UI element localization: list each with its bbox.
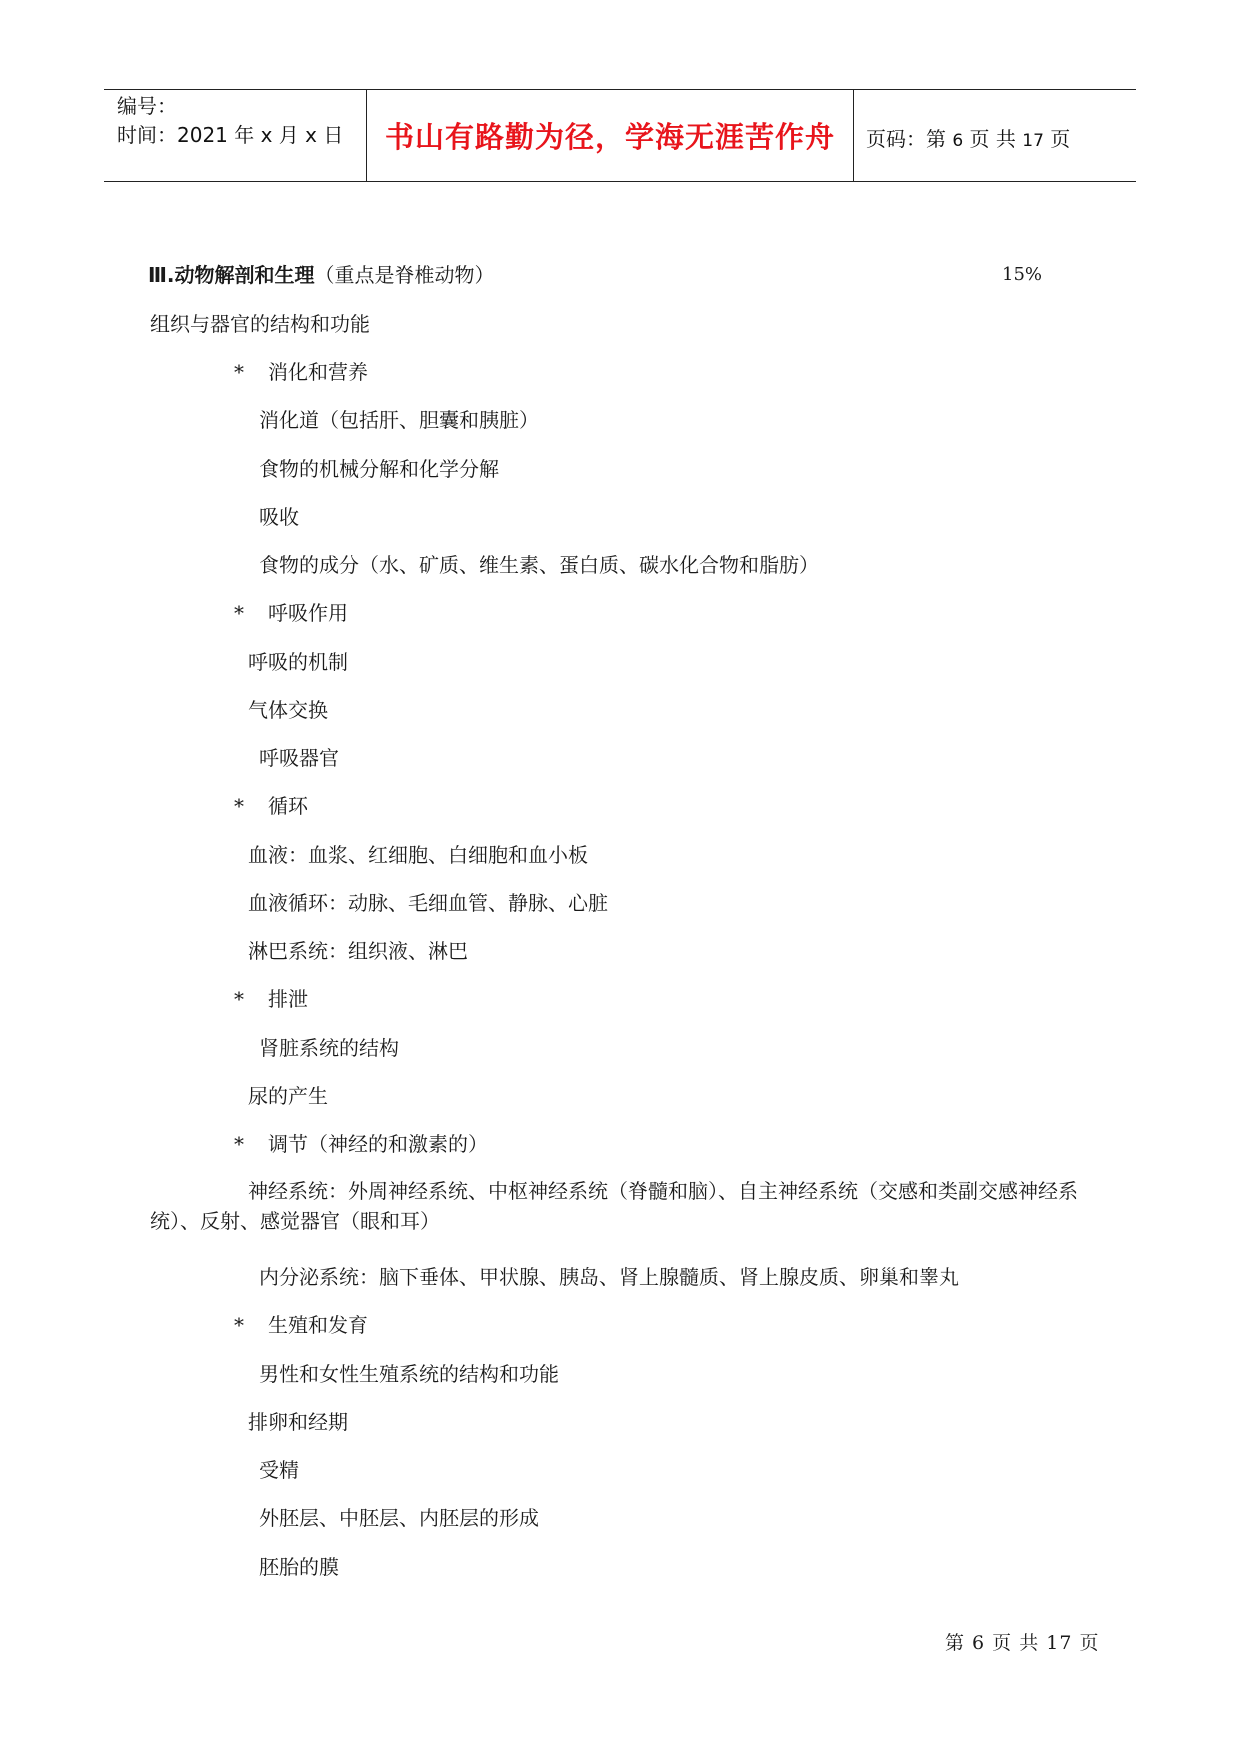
intro-text: 组织与器官的结构和功能 [150,312,370,336]
bullet-label: 消化和营养 [268,360,368,384]
bullet-respiration [234,600,348,626]
header-divider-right [853,89,854,182]
header-meta [117,92,343,150]
list-item: 内分泌系统：脑下垂体、甲状腺、胰岛、肾上腺髓质、肾上腺皮质、卵巢和睾丸 [259,1265,959,1289]
bullet-excretion [234,986,308,1012]
list-item: 男性和女性生殖系统的结构和功能 [259,1362,559,1386]
page-prefix: 页码：第 [866,127,946,151]
list-item: 尿的产生 [248,1084,328,1108]
list-item: 气体交换 [248,698,328,722]
bullet-label: 循环 [268,794,308,818]
bullet-mark: * [234,987,244,1011]
list-item: 肾脏系统的结构 [259,1036,399,1060]
list-item-paragraph: 神经系统：外周神经系统、中枢神经系统（脊髓和脑）、自主神经系统（交感和类副交感神经系统）、反射、感觉器官（眼和耳） [150,1179,1078,1233]
serial-label: 编号： [117,94,177,118]
list-item: 胚胎的膜 [259,1555,339,1579]
bullet-label: 生殖和发育 [268,1313,368,1337]
header-top-rule [104,89,1136,90]
page-mid: 页 共 [969,127,1016,151]
section-percent: 15% [1002,264,1043,285]
list-item: 血液：血浆、红细胞、白细胞和血小板 [248,843,588,867]
bullet-label: 调节（神经的和激素的） [268,1132,488,1156]
bullet-mark: * [234,794,244,818]
bullet-mark: * [234,360,244,384]
page-total: 17 [1022,131,1044,151]
bullet-mark: * [234,1132,244,1156]
section-subtitle: （重点是脊椎动物） [314,263,495,287]
bullet-digestion [234,359,368,385]
header-page-info [866,123,1070,152]
list-item: 淋巴系统：组织液、淋巴 [248,939,468,963]
list-item: 消化道（包括肝、胆囊和胰脏） [259,408,539,432]
list-item: 呼吸的机制 [248,650,348,674]
page-suffix: 页 [1050,127,1071,151]
list-item: 排卵和经期 [248,1410,348,1434]
list-item: 吸收 [259,505,299,529]
header-divider-left [366,89,367,182]
list-item: 食物的机械分解和化学分解 [259,457,499,481]
list-item: 呼吸器官 [259,746,339,770]
bullet-circulation [234,793,308,819]
list-item: 食物的成分（水、矿质、维生素、蛋白质、碳水化合物和脂肪） [259,553,819,577]
list-item: 血液循环：动脉、毛细血管、静脉、心脏 [248,891,608,915]
header-bottom-rule [104,181,1136,182]
bullet-label: 排泄 [268,987,308,1011]
section-title: Ⅲ.动物解剖和生理 [148,263,315,287]
page-number: 6 [952,131,964,151]
header-motto: 书山有路勤为径，学海无涯苦作舟 [384,120,835,154]
bullet-regulation [234,1131,488,1157]
bullet-reproduction [234,1312,368,1338]
list-item: 外胚层、中胚层、内胚层的形成 [259,1506,539,1530]
list-item: 受精 [259,1458,299,1482]
section-heading [148,262,495,288]
bullet-mark: * [234,1313,244,1337]
bullet-mark: * [234,601,244,625]
page-footer: 第 6 页 共 17 页 [945,1632,1100,1654]
bullet-label: 呼吸作用 [268,601,348,625]
time-label: 时间：2021 年 x 月 x 日 [117,123,344,147]
